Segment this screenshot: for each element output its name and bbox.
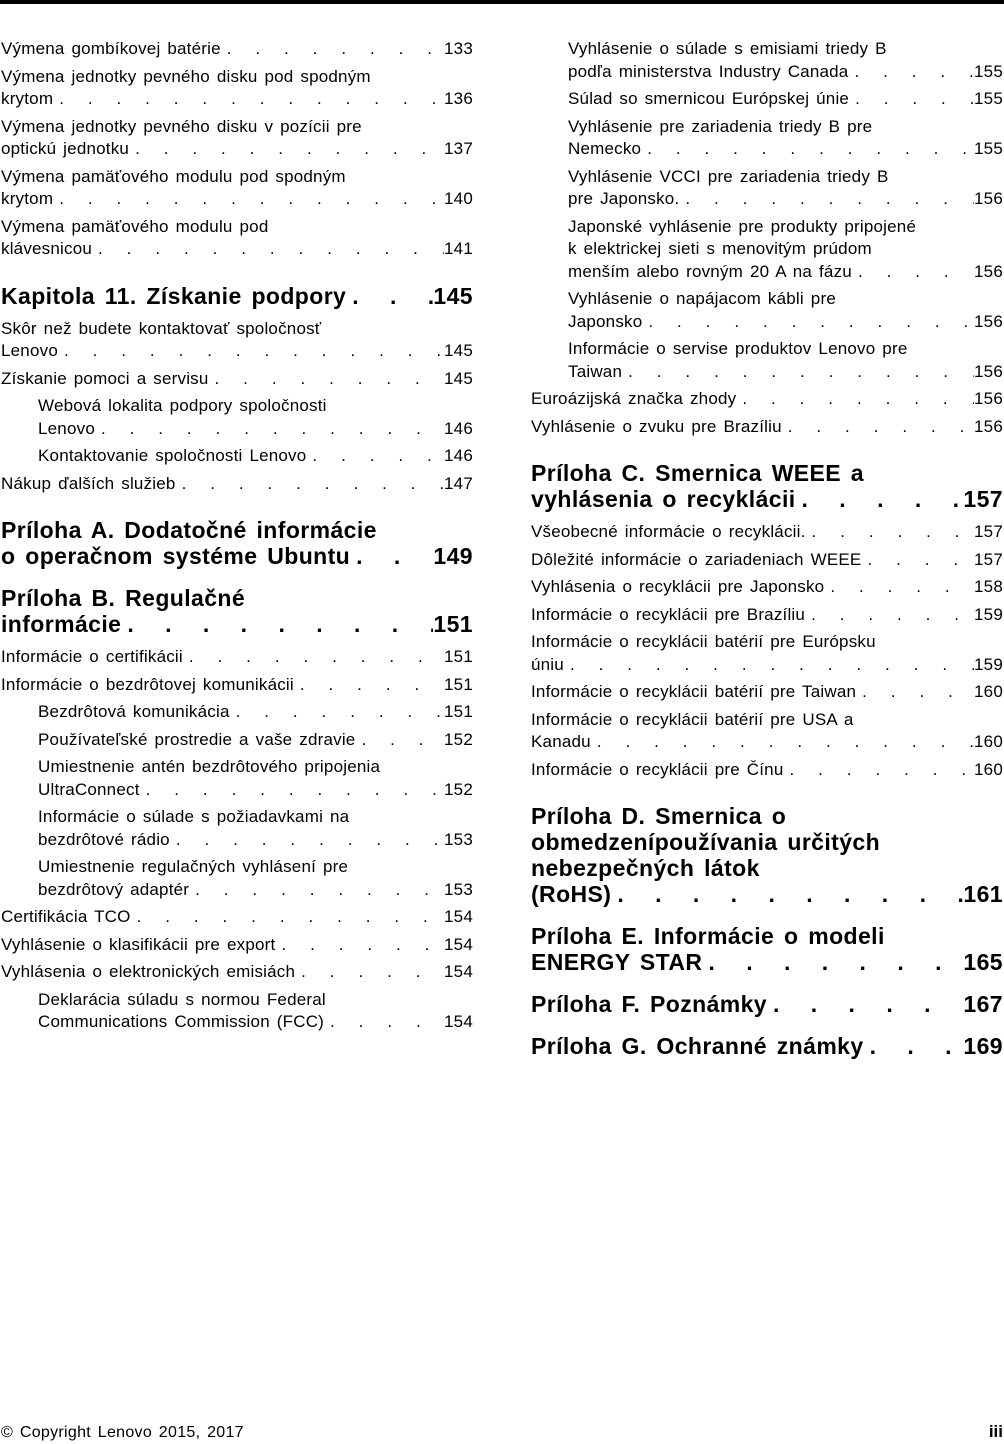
dot-leader: [189, 879, 444, 902]
toc-entry-title-line: Informácie o recyklácii pre Brazíliu: [531, 604, 806, 624]
dot-leader: [183, 646, 444, 669]
dot-leader: [129, 138, 444, 161]
toc-page-number: 155: [974, 89, 1003, 108]
dot-leader: [852, 261, 974, 284]
toc-page-number: 160: [974, 682, 1003, 701]
toc-chapter-entry[interactable]: [531, 923, 1003, 975]
dot-leader: [642, 311, 974, 334]
toc-entry-title-line: informácie: [1, 611, 122, 637]
toc-page-number: 154: [444, 962, 473, 981]
dot-leader: [230, 701, 444, 724]
toc-entry-title-line: krytom: [1, 89, 54, 108]
toc-entry[interactable]: [1, 116, 473, 161]
toc-entry-title-line: klávesnicou: [1, 239, 93, 258]
toc-entry-title-line: Používateľské prostredie a vaše zdravie: [38, 729, 356, 749]
toc-entry[interactable]: [1, 166, 473, 211]
toc-entry-title-line: Výmena gombíkovej batérie: [1, 39, 221, 58]
toc-entry-title-line: Informácie o bezdrôtovej komunikácii: [1, 674, 294, 694]
toc-entry-title-line: Príloha F. Poznámky: [531, 991, 767, 1017]
toc-entry[interactable]: [1, 646, 473, 669]
toc-entry-title-line: optickú jednotku: [1, 139, 130, 158]
toc-page-number: 145: [444, 368, 473, 388]
dot-leader: [275, 934, 444, 957]
toc-entry-title-line: Informácie o recyklácii batérií pre Taiwan: [531, 682, 857, 701]
toc-page-number: 137: [444, 139, 473, 158]
toc-entry-title-line: Informácie o recyklácii pre Čínu: [531, 759, 784, 779]
toc-page-number: 152: [444, 729, 473, 749]
toc-page-number: 155: [974, 139, 1003, 158]
toc-entry-title-line: Dôležité informácie o zariadeniach WEEE: [531, 549, 862, 569]
toc-page-number: 159: [974, 604, 1003, 624]
dot-leader: [591, 731, 974, 754]
dot-leader: [856, 681, 974, 704]
toc-entry-title-line: Informácie o recyklácii batérií pre USA a: [531, 709, 854, 729]
toc-page-number: 157: [963, 486, 1003, 512]
toc-entry-title-line: ENERGY STAR: [531, 949, 703, 975]
toc-entry[interactable]: [531, 116, 1003, 161]
dot-leader: [140, 779, 444, 802]
dot-leader: [294, 674, 444, 697]
page-number: iii: [988, 1422, 1003, 1441]
toc-entry[interactable]: [531, 521, 1003, 544]
toc-entry[interactable]: [531, 166, 1003, 211]
toc-page-number: 153: [444, 829, 473, 849]
toc-entry-title-line: Vyhlásenia o recyklácii pre Japonsko: [531, 577, 825, 596]
toc-entry[interactable]: [1, 989, 473, 1034]
toc-page-number: 145: [444, 341, 473, 360]
toc-entry-title-line: používania určitých nebezpečných látok: [531, 829, 881, 881]
toc-entry-title-line: Výmena pamäťového modulu pod: [1, 216, 269, 236]
toc-chapter-entry[interactable]: [1, 517, 473, 569]
toc-entry-title-line: Webová lokalita podpory spoločnosti: [38, 396, 327, 415]
toc-chapter-entry[interactable]: [1, 585, 473, 637]
dot-leader: [324, 1011, 444, 1034]
toc-entry[interactable]: [1, 961, 473, 984]
toc-entry-title-line: Kanadu: [531, 732, 591, 751]
toc-page-number: 155: [974, 61, 1003, 81]
toc-entry-title-line: Výmena jednotky pevného disku pod spodným: [1, 66, 371, 86]
toc-entry[interactable]: [1, 395, 473, 440]
toc-entry-title-line: Príloha G. Ochranné známky: [531, 1033, 864, 1059]
dot-leader: [641, 138, 974, 161]
toc-chapter-entry[interactable]: [531, 991, 1003, 1017]
toc-page-number: 156: [974, 261, 1003, 281]
toc-entry[interactable]: [1, 368, 473, 391]
dot-leader: [805, 604, 974, 627]
toc-entry-title-line: Vyhlásenie o zvuku pre Brazíliu: [531, 416, 782, 436]
dot-leader: [346, 283, 433, 309]
toc-entry-title-line: Informácie o recyklácii batérií pre Európsku: [531, 632, 876, 651]
toc-entry[interactable]: [1, 756, 473, 801]
toc-entry-title-line: menším alebo rovným 20 A na fázu: [568, 261, 852, 281]
toc-entry[interactable]: [1, 674, 473, 697]
toc-entry-title-line: pre Japonsko.: [568, 189, 680, 208]
toc-entry-title-line: úniu: [531, 654, 564, 674]
dot-leader: [170, 829, 444, 852]
toc-entry[interactable]: [1, 906, 473, 929]
toc-chapter-entry[interactable]: [531, 1033, 1003, 1059]
toc-page-number: 161: [963, 881, 1003, 907]
toc-entry-title-line: Získanie pomoci a servisu: [1, 368, 209, 388]
dot-leader: [53, 88, 444, 111]
toc-page-number: 151: [444, 647, 473, 666]
top-rule: [0, 0, 1004, 4]
toc-page-number: 165: [963, 949, 1003, 975]
dot-leader: [53, 188, 444, 211]
toc-page-number: 133: [444, 39, 473, 58]
toc-entry-title-line: UltraConnect: [38, 779, 140, 799]
toc-entry[interactable]: [1, 701, 473, 724]
toc-entry[interactable]: [1, 445, 473, 468]
dot-leader: [702, 949, 963, 975]
toc-page-number: 158: [974, 577, 1003, 596]
toc-entry-title-line: vyhlásenia o recyklácii: [531, 486, 796, 512]
toc-entry-title-line: k elektrickej sieti s menovitým prúdom: [568, 239, 872, 258]
toc-entry-title-line: Výmena jednotky pevného disku v pozícii pre: [1, 116, 362, 136]
toc-entry-title-line: Japonsko: [568, 311, 643, 331]
toc-entry-title-line: Príloha A. Dodatočné informácie: [1, 517, 377, 543]
toc-entry[interactable]: [531, 216, 1003, 284]
toc-page-number: 151: [433, 611, 473, 637]
toc-page-number: 167: [963, 991, 1003, 1017]
toc-entry-title-line: Vyhlásenie o súlade s emisiami triedy B: [568, 39, 887, 58]
toc-page-number: 156: [974, 416, 1003, 436]
toc-entry[interactable]: [531, 681, 1003, 704]
toc-entry-title-line: Príloha E. Informácie o modeli: [531, 923, 885, 949]
toc-page-number: 140: [444, 189, 473, 208]
toc-entry[interactable]: [531, 576, 1003, 599]
toc-page-number: 153: [444, 879, 473, 899]
toc-entry[interactable]: [1, 66, 473, 111]
toc-entry-title-line: Súlad so smernicou Európskej únie: [568, 89, 850, 108]
toc-page-number: 156: [974, 311, 1003, 331]
toc-entry-title-line: o operačnom systéme Ubuntu: [1, 543, 351, 569]
toc-entry-title-line: Euroázijská značka zhody: [531, 389, 737, 408]
toc-page-number: 152: [444, 779, 473, 799]
dot-leader: [767, 991, 963, 1017]
toc-entry-title-line: Lenovo: [1, 341, 58, 360]
toc-page-number: 159: [974, 654, 1003, 674]
dot-leader: [848, 61, 974, 84]
toc-entry-title-line: Vyhlásenie o klasifikácii pre export: [1, 934, 276, 954]
toc-chapter-entry[interactable]: [1, 283, 473, 309]
toc-page-number: 157: [974, 549, 1003, 569]
toc-entry-title-line: Informácie o súlade s požiadavkami na: [38, 807, 350, 826]
toc-entry-title-line: Umiestnenie regulačných vyhlásení pre: [38, 857, 349, 876]
copyright-notice: © Copyright Lenovo 2015, 2017: [1, 1424, 244, 1441]
dot-leader: [131, 906, 444, 929]
toc-entry[interactable]: [531, 549, 1003, 572]
toc-left-column: [1, 38, 473, 1039]
dot-leader: [861, 549, 974, 572]
toc-page-number: 154: [444, 934, 473, 954]
toc-page-number: 147: [444, 473, 473, 493]
toc-entry[interactable]: [531, 604, 1003, 627]
toc-entry[interactable]: [531, 709, 1003, 754]
dot-leader: [58, 340, 444, 363]
toc-entry[interactable]: [531, 88, 1003, 111]
toc-entry-title-line: Informácie o servise produktov Lenovo pre: [568, 339, 908, 358]
dot-leader: [784, 759, 975, 782]
toc-entry-title-line: Kontaktovanie spoločnosti Lenovo: [38, 446, 307, 465]
toc-page-number: 136: [444, 89, 473, 108]
toc-entry-title-line: Taiwan: [568, 361, 623, 381]
toc-entry-title-line: Vyhlásenie o napájacom kábli pre: [568, 289, 836, 308]
toc-entry-title-line: podľa ministerstva Industry Canada: [568, 61, 849, 81]
toc-entry-title-line: Všeobecné informácie o recyklácii.: [531, 522, 806, 541]
toc-entry-title-line: Kapitola 11. Získanie podpory: [1, 282, 347, 309]
toc-page-number: 151: [444, 674, 473, 694]
dot-leader: [622, 361, 974, 384]
toc-entry[interactable]: [531, 288, 1003, 333]
dot-leader: [864, 1033, 964, 1059]
toc-chapter-entry[interactable]: [531, 460, 1003, 512]
toc-entry-title-line: Nemecko: [568, 139, 642, 158]
toc-page-number: 160: [974, 732, 1003, 751]
dot-leader: [176, 473, 444, 496]
dot-leader: [564, 654, 974, 677]
toc-entry-title-line: krytom: [1, 189, 54, 208]
toc-entry-title-line: bezdrôtový adaptér: [38, 879, 190, 899]
toc-entry-title-line: Bezdrôtová komunikácia: [38, 702, 230, 721]
toc-page-number: 141: [444, 239, 473, 258]
toc-page-number: 145: [433, 282, 473, 309]
dot-leader: [121, 611, 433, 637]
dot-leader: [209, 368, 445, 391]
toc-page-number: 146: [444, 418, 473, 438]
toc-entry-title-line: Vyhlásenie VCCI pre zariadenia triedy B: [568, 166, 889, 186]
dot-leader: [796, 486, 964, 512]
toc-entry-title-line: bezdrôtové rádio: [38, 829, 170, 849]
toc-entry-title-line: Výmena pamäťového modulu pod spodným: [1, 166, 346, 186]
dot-leader: [824, 576, 974, 599]
toc-entry-title-line: Vyhlásenie pre zariadenia triedy B pre: [568, 116, 873, 136]
toc-page-number: 154: [444, 907, 473, 926]
dot-leader: [806, 521, 974, 544]
toc-entry-title-line: Deklarácia súladu s normou Federal: [38, 989, 326, 1009]
toc-page-number: 156: [974, 189, 1003, 208]
toc-entry-title-line: Certifikácia TCO: [1, 907, 131, 926]
toc-entry[interactable]: [1, 318, 473, 363]
dot-leader: [736, 388, 974, 411]
toc-chapter-entry[interactable]: [531, 803, 1003, 907]
toc-entry[interactable]: [531, 631, 1003, 676]
toc-page-number: 154: [444, 1012, 473, 1031]
dot-leader: [355, 729, 444, 752]
dot-leader: [221, 38, 444, 61]
toc-entry[interactable]: [531, 38, 1003, 83]
dot-leader: [95, 418, 444, 441]
toc-right-column: [531, 38, 1003, 1068]
toc-entry[interactable]: [531, 416, 1003, 439]
dot-leader: [679, 188, 974, 211]
toc-entry-title-line: Skôr než budete kontaktovať spoločnosť: [1, 318, 322, 338]
toc-entry[interactable]: [1, 216, 473, 261]
toc-entry[interactable]: [531, 759, 1003, 782]
toc-entry[interactable]: [1, 934, 473, 957]
toc-entry-title-line: Lenovo: [38, 418, 95, 438]
dot-leader: [611, 881, 963, 907]
toc-entry[interactable]: [531, 388, 1003, 411]
toc-page-number: 160: [974, 759, 1003, 779]
toc-entry-title-line: Japonské vyhlásenie pre produkty pripojené: [568, 216, 917, 236]
toc-entry[interactable]: [1, 806, 473, 851]
toc-entry-title-line: Communications Commission (FCC): [38, 1012, 325, 1031]
toc-entry-title-line: Informácie o certifikácii: [1, 647, 183, 666]
toc-page-number: 156: [974, 389, 1003, 408]
toc-entry-title-line: Príloha B. Regulačné: [1, 585, 246, 611]
toc-entry-title-line: Príloha C. Smernica WEEE a: [531, 460, 865, 486]
toc-page-number: 151: [444, 702, 473, 721]
toc-page-number: 149: [433, 543, 473, 569]
toc-entry[interactable]: [1, 856, 473, 901]
toc-entry[interactable]: [1, 38, 473, 61]
dot-leader: [350, 543, 433, 569]
toc-entry-title-line: Umiestnenie antén bezdrôtového pripojenia: [38, 757, 381, 776]
toc-entry[interactable]: [1, 729, 473, 752]
toc-page-number: 157: [974, 522, 1003, 541]
dot-leader: [92, 238, 444, 261]
toc-page-number: 146: [444, 446, 473, 465]
dot-leader: [849, 88, 974, 111]
dot-leader: [295, 961, 444, 984]
toc-entry-title-line: (RoHS): [531, 881, 612, 907]
toc-entry-title-line: Príloha D. Smernica o obmedzení: [531, 803, 787, 855]
toc-entry[interactable]: [1, 473, 473, 496]
toc-entry[interactable]: [531, 338, 1003, 383]
toc-entry-title-line: Vyhlásenia o elektronických emisiách: [1, 962, 296, 981]
toc-page-number: 169: [963, 1033, 1003, 1059]
dot-leader: [782, 416, 974, 439]
toc-page-number: 156: [974, 361, 1003, 381]
toc-entry-title-line: Nákup ďalších služieb: [1, 473, 176, 493]
dot-leader: [306, 445, 444, 468]
